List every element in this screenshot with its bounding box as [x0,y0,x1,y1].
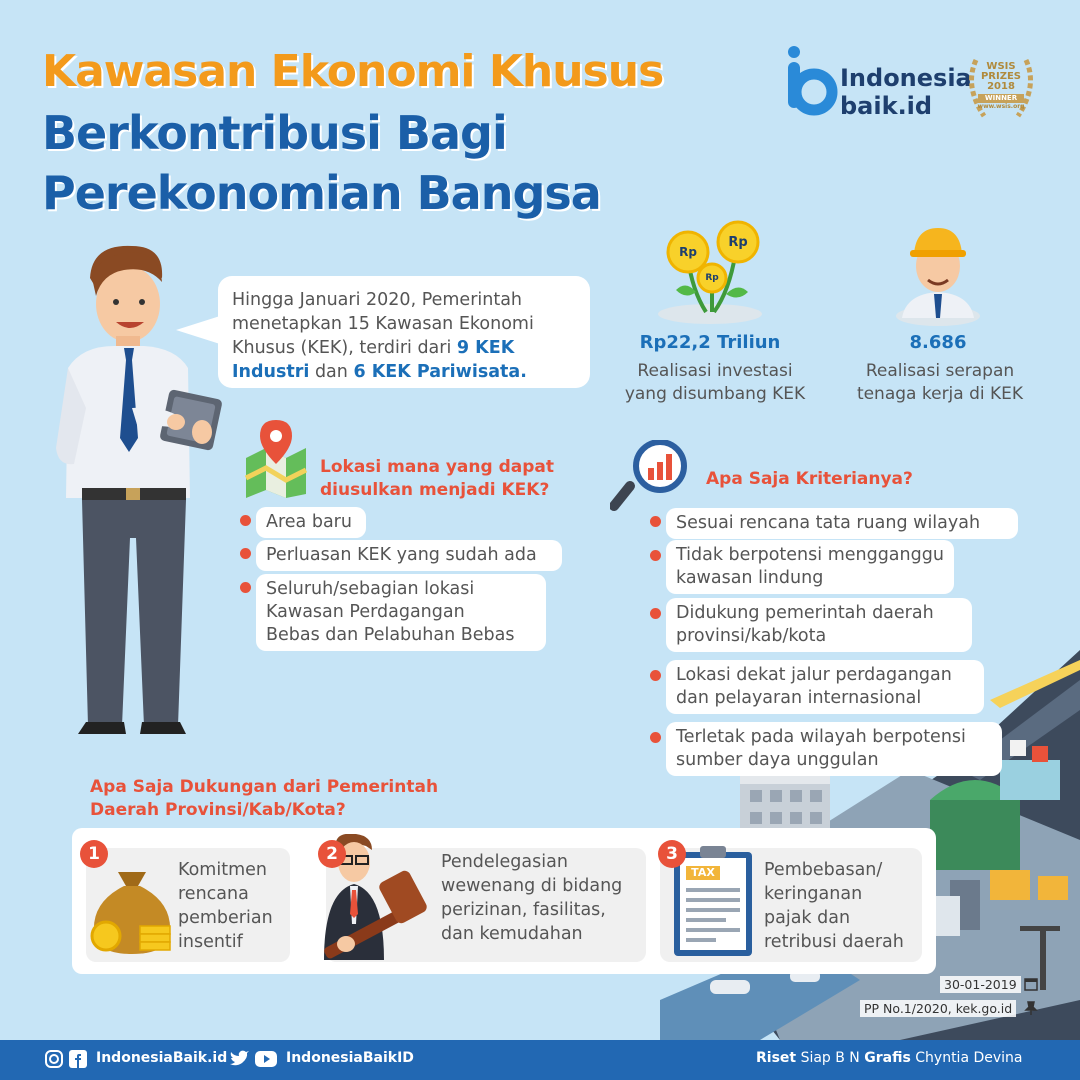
location-item-text: Kawasan Perdagangan [266,602,465,622]
calendar-icon [1024,976,1038,990]
bullet-dot [650,516,661,527]
youtube-icon[interactable] [254,1050,278,1068]
riset-name: Siap B N [800,1050,860,1066]
stat-investment-value: Rp22,2 Triliun [639,332,781,353]
locations-heading [320,456,554,502]
location-item-3 [256,574,546,651]
support-card-3-line: Pembebasan/ [764,860,883,880]
locations-heading-1: Lokasi mana yang dapat [320,457,554,477]
grafis-label: Grafis [864,1050,911,1066]
publish-date: 30-01-2019 [940,976,1021,993]
instagram-icon[interactable] [44,1049,64,1069]
stat-workforce-label [840,360,1040,406]
location-item-1 [256,507,366,538]
pin-icon [1024,1000,1038,1014]
stat-investment-label-1: Realisasi investasi [637,361,793,381]
criteria-item-text: Sesuai rencana tata ruang wilayah [676,513,981,533]
source-text: PP No.1/2020, kek.go.id [860,1000,1016,1017]
stat-workforce-label-2: tenaga kerja di KEK [856,384,1024,404]
support-card-3-text [764,858,904,954]
bullet-dot [240,548,251,559]
support-card-3-line: keringanan [764,884,863,904]
location-item-2 [256,540,562,571]
bullet-dot [650,732,661,743]
criteria-item-text: Tidak berpotensi mengganggu [676,545,944,565]
tax-form-icon [672,846,754,958]
coin-label: Rp [705,273,719,283]
support-card-2-line: wewenang di bidang [441,876,623,896]
criteria-item-text: Terletak pada wilayah berpotensi [676,727,966,747]
support-card-3-line: pajak dan [764,908,851,928]
map-pin-icon [242,418,310,498]
title-line-2: Berkontribusi Bagi [42,106,507,160]
stat-investment-label-2: yang disumbang KEK [624,384,806,404]
location-item-text: Area baru [266,512,352,532]
stat-workforce-label-1: Realisasi serapan [865,361,1015,381]
coin-label: Rp [728,235,748,250]
footer-website[interactable]: IndonesiaBaik.id [96,1050,228,1066]
location-item-text: Seluruh/sebagian lokasi [266,579,475,599]
criteria-item-1 [666,508,1018,539]
support-heading-2: Daerah Provinsi/Kab/Kota? [90,800,346,820]
support-heading-1: Apa Saja Dukungan dari Pemerintah [90,777,439,797]
criteria-item-text: sumber daya unggulan [676,750,879,770]
intro-text: Hingga Januari 2020, Pemerintah menetapkan 15 Kawasan Ekonomi Khusus (KEK), terdiri dari [232,290,534,358]
wsis-award-badge [962,50,1040,124]
stat-investment-label [600,360,830,406]
bullet-dot [240,515,251,526]
bullet-dot [650,608,661,619]
businessman-illustration [52,238,232,738]
facebook-icon[interactable] [68,1049,88,1069]
criteria-item-5 [666,722,1002,776]
criteria-item-text: provinsi/kab/kota [676,626,827,646]
title-line-3: Perekonomian Bangsa [42,166,601,220]
criteria-item-2 [666,540,954,594]
footer-credits [756,1050,1023,1066]
stat-workforce-value: 8.686 [909,332,967,353]
award-line-3: 2018 [987,81,1015,92]
coin-label: Rp [679,245,697,259]
support-heading [90,776,438,822]
support-card-3-line: retribusi daerah [764,932,904,952]
worker-icon [892,222,984,326]
support-card-2-line: perizinan, fasilitas, [441,900,606,920]
bubble-tail [176,316,220,344]
bullet-dot [240,582,251,593]
intro-text-mid: dan [309,362,354,382]
support-card-1-text [178,858,273,954]
indonesiabaik-logo-icon [784,44,840,116]
award-line-2: PRIZES [980,71,1022,82]
grafis-name: Chyntia Devina [915,1050,1023,1066]
support-card-1-line: Komitmen [178,860,267,880]
location-item-text: Bebas dan Pelabuhan Bebas [266,625,515,645]
support-card-1-line: rencana [178,884,249,904]
support-card-1-line: pemberian [178,908,273,928]
criteria-heading: Apa Saja Kriterianya? [706,469,913,489]
title-line-1: Kawasan Ekonomi Khusus [42,46,664,97]
location-item-text: Perluasan KEK yang sudah ada [266,545,537,565]
criteria-item-text: kawasan lindung [676,568,824,588]
footer-social-handle[interactable]: IndonesiaBaikID [286,1050,414,1066]
tax-form-label: TAX [691,866,715,879]
intro-highlight-pariwisata: 6 KEK Pariwisata. [353,362,527,382]
support-card-2-line: Pendelegasian [441,852,568,872]
logo-line-1: Indonesia [840,64,972,92]
criteria-item-text: Lokasi dekat jalur perdagangan [676,665,952,685]
support-number-3: 3 [658,840,686,868]
support-card-1-line: insentif [178,932,243,952]
money-bag-icon [88,862,176,958]
logo-line-2: baik.id [840,92,933,120]
support-number-2: 2 [318,840,346,868]
support-card-2-line: dan kemudahan [441,924,583,944]
magnifier-chart-icon [610,440,696,512]
logo-text [840,64,972,120]
twitter-icon[interactable] [228,1049,250,1069]
riset-label: Riset [756,1050,797,1066]
intro-bubble [218,276,590,388]
bullet-dot [650,550,661,561]
award-line-1: WSIS [986,61,1016,72]
support-number-1: 1 [80,840,108,868]
intro-highlight-industri: 9 KEK Industri [232,338,515,382]
criteria-item-text: dan pelayaran internasional [676,688,922,708]
award-line-4: WINNER [978,94,1024,103]
money-plant-icon [656,220,764,324]
locations-heading-2: diusulkan menjadi KEK? [320,480,550,500]
award-line-5: www.wsis.org [977,103,1025,110]
support-card-2-text [441,850,622,946]
criteria-item-text: Didukung pemerintah daerah [676,603,934,623]
